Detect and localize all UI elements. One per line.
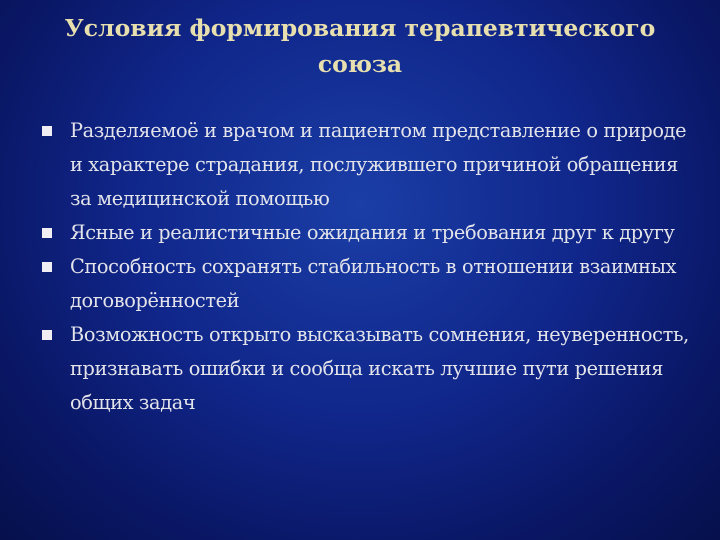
bullet-item: [42, 216, 692, 250]
bullet-text: Возможность открыто высказывать сомнения, неуверенность, признавать ошибки и сообща искать лучшие пути решения общих задач: [70, 323, 689, 414]
slide-title: Условия формирования терапевтического союза: [64, 14, 656, 78]
bullet-text: Разделяемоё и врачом и пациентом представление о природе и характере страдания, послужившего причиной обращения за медицинской помощью: [70, 119, 687, 210]
bullet-text: Способность сохранять стабильность в отношении взаимных договорённостей: [70, 255, 677, 312]
square-bullet-icon: [42, 330, 52, 340]
square-bullet-icon: [42, 262, 52, 272]
bullet-item: [42, 114, 692, 216]
square-bullet-icon: [42, 126, 52, 136]
bullet-item: [42, 250, 692, 318]
bullet-item: [42, 318, 692, 420]
bullet-list: [42, 114, 692, 420]
bullet-text: Ясные и реалистичные ожидания и требования друг к другу: [70, 221, 675, 244]
square-bullet-icon: [42, 228, 52, 238]
